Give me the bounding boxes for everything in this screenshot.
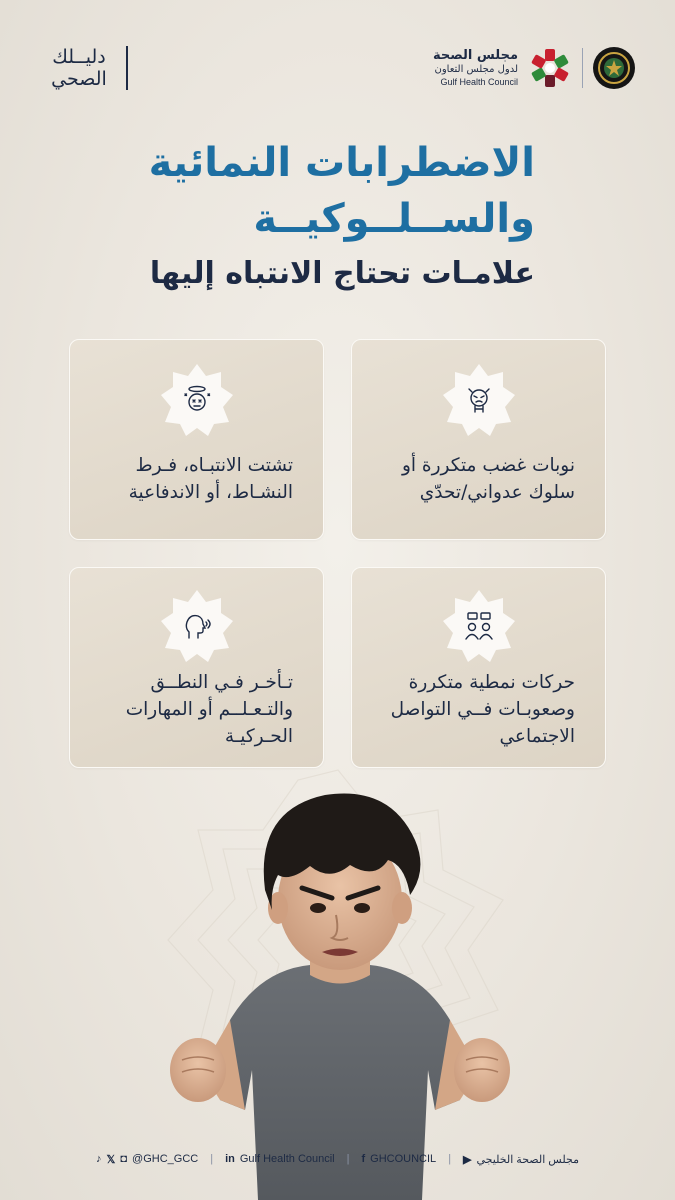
card-text: تـأخـر فـي النطــق والتـعـلــم أو المهارات الحـركيـة (125, 672, 293, 747)
council-branding (433, 42, 635, 94)
tiktok-icon: ♪ (96, 1153, 102, 1165)
facebook-label: GHCOUNCIL (370, 1153, 437, 1165)
card-badge (159, 362, 235, 438)
card-tantrums (351, 339, 606, 540)
angry-child-icon (463, 384, 495, 416)
card-speech-delay (69, 567, 324, 768)
page-subtitle: علامـات تحتاج الانتباه إليها (149, 256, 535, 291)
logo-divider (126, 46, 128, 90)
council-name-ar: مجلس الصحة (432, 48, 518, 63)
card-attention (69, 339, 324, 540)
page-title (115, 135, 535, 247)
health-guide-logo (40, 42, 130, 94)
angry-child-illustration (160, 770, 520, 1200)
facebook-icon: f (361, 1153, 366, 1165)
guide-line-2: الصحي (51, 68, 107, 90)
card-text: تشتت الانتبـاه، فـرط النشـاط، أو الاندفاعية (128, 455, 293, 503)
facebook-link[interactable] (362, 1153, 437, 1165)
x-icon: 𝕏 (106, 1153, 116, 1166)
youtube-icon: ▶ (463, 1153, 472, 1166)
linkedin-icon: in (225, 1153, 235, 1165)
card-repetitive (351, 567, 606, 768)
guide-line-1: دليــلك (52, 46, 106, 68)
people-chat-icon (463, 610, 495, 642)
youtube-label: مجلس الصحة الخليجي (476, 1153, 579, 1166)
youtube-link[interactable] (463, 1153, 579, 1166)
card-badge (441, 588, 517, 664)
dizzy-head-icon (181, 384, 213, 416)
footer-separator: | (210, 1153, 214, 1165)
linkedin-link[interactable] (225, 1153, 335, 1165)
council-name (433, 48, 518, 88)
card-badge (159, 588, 235, 664)
brand-divider (582, 48, 583, 88)
council-name-ar-sub: لدول مجلس التعاون (434, 64, 518, 75)
instagram-icon: ◘ (120, 1153, 128, 1165)
card-text: حركات نمطية متكررة وصعوبـات فــي التواصل الاجتماعي (390, 672, 575, 747)
card-text: نوبات غضب متكررة أو سلوك عدواني/تحدّي (401, 455, 575, 503)
social-handle: @GHC_GCC (132, 1153, 199, 1165)
footer-separator: | (346, 1153, 350, 1165)
social-footer (0, 1147, 675, 1171)
council-star-logo-icon (528, 46, 572, 90)
card-badge (441, 362, 517, 438)
footer-separator: | (448, 1153, 452, 1165)
linkedin-label: Gulf Health Council (239, 1153, 335, 1165)
title-line-2: والســلــوكيــة (253, 196, 535, 242)
guide-wordmark (40, 46, 118, 90)
social-handle-group[interactable] (96, 1153, 198, 1166)
gcc-seal-icon (593, 47, 635, 89)
title-line-1: الاضطرابات النمائية (148, 140, 535, 186)
council-name-en: Gulf Health Council (440, 77, 518, 87)
speaking-head-icon (181, 610, 213, 642)
